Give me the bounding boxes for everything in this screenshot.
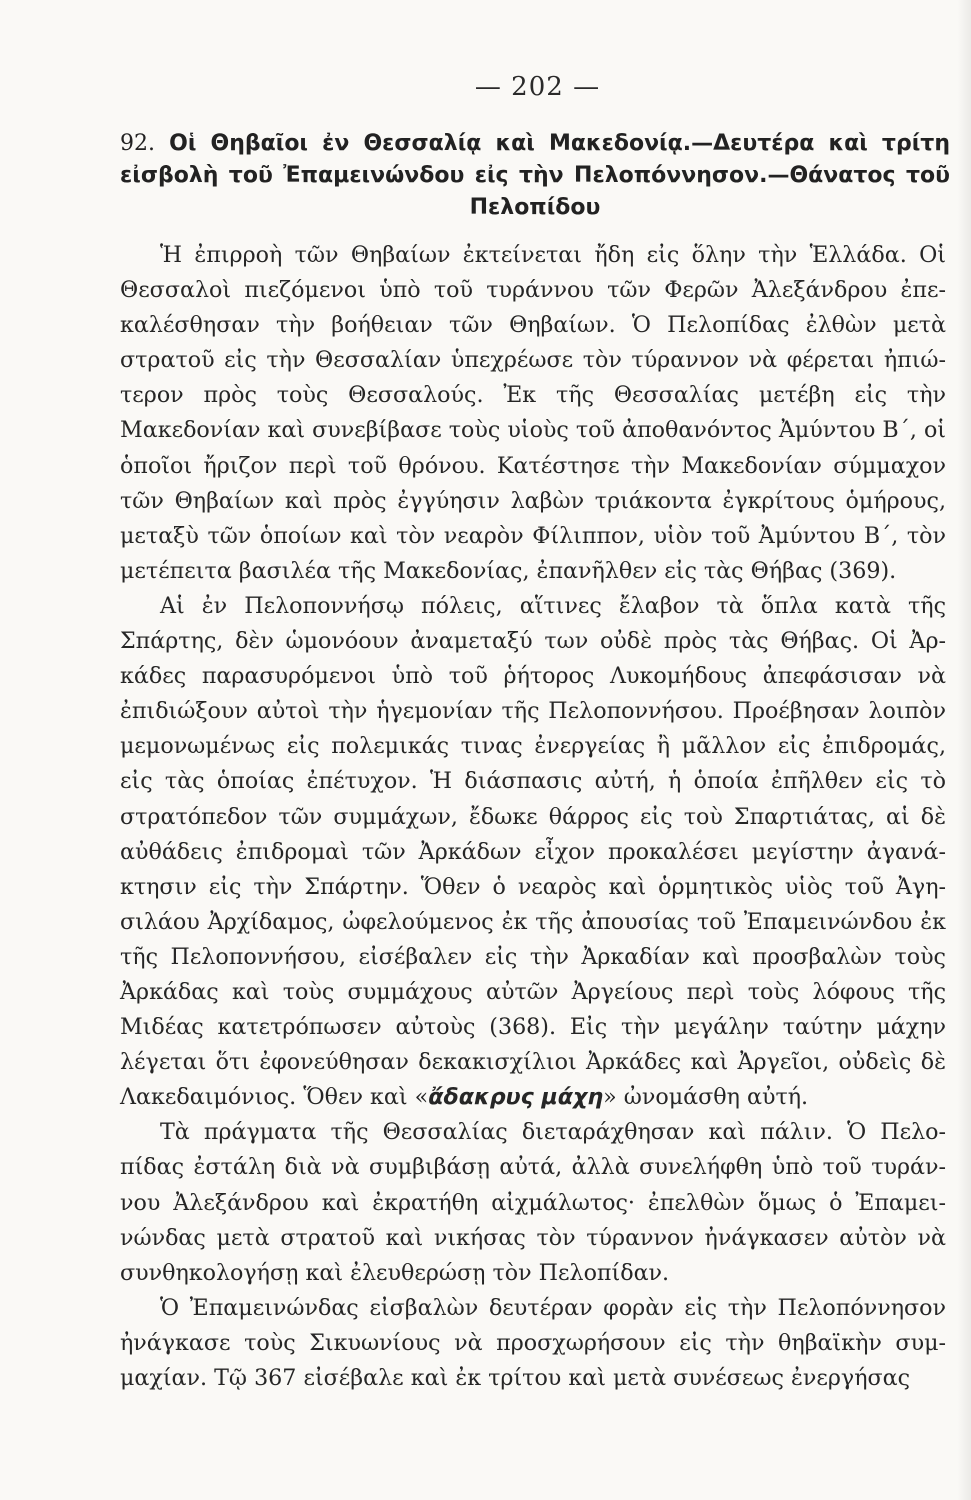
page-number: — 202 —: [474, 72, 601, 102]
paragraph-2: [120, 589, 946, 1115]
paragraph-1: Ἡ ἐπιρροὴ τῶν Θηβαίων ἐκτείνεται ἤδη εἰς ὅλην τὴν Ἑλλάδα. Οἱ Θεσσαλοὶ πιεζόμενοι ὑπὸ τοῦ τυράννου τῶν Φερῶν Ἀλεξάνδρου ἐπεκαλέσθησαν τὴν βοήθειαν τῶν Θηβαίων. Ὁ Πελοπίδας ἐλθὼν μετὰ στρατοῦ εἰς τὴν Θεσσαλίαν ὑπεχρέωσε τὸν τύραννον νὰ φέρεται ἠπιώτερον πρὸς τοὺς Θεσσαλούς. Ἐκ τῆς Θεσσαλίας μετέβη εἰς τὴν Μακεδονίαν καὶ συνεβίβασε τοὺς υἱοὺς τοῦ ἀποθανόντος Ἀμύντου Β΄, οἱ ὁποῖοι ἤριζον περὶ τοῦ θρόνου. Κατέστησε τὴν Μακεδονίαν σύμμαχον τῶν Θηβαίων καὶ πρὸς ἐγγύησιν λαβὼν τριάκοντα ἐγκρίτους ὁμήρους, μεταξὺ τῶν ὁποίων καὶ τὸν νεαρὸν Φίλιππον, υἱὸν τοῦ Ἀμύντου Β΄, τὸν μετέπειτα βασιλέα τῆς Μακεδονίας, ἐπανῆλθεν εἰς τὰς Θήβας (369).: [120, 242, 946, 584]
paragraph-2-end: » ὠνομάσθη αὐτή.: [603, 1084, 809, 1111]
section-heading: [120, 128, 950, 224]
body-text: [120, 238, 946, 1396]
page-edge-shadow: [957, 0, 971, 1500]
emphasis-term: ἄδακρυς μάχη: [428, 1084, 604, 1111]
section-number: 92.: [120, 131, 155, 156]
paragraph-4: Ὁ Ἐπαμεινώνδας εἰσβαλὼν δευτέραν φορὰν εἰς τὴν Πελοπόννησον ἠνάγκασε τοὺς Σικυωνίους νὰ προσχωρήσουν εἰς τὴν θηβαϊκὴν συμμαχίαν. Τῷ 367 εἰσέβαλε καὶ ἐκ τρίτου καὶ μετὰ συνέσεως ἐνεργήσας: [120, 1294, 946, 1391]
paragraph-3: Τὰ πράγματα τῆς Θεσσαλίας διεταράχθησαν καὶ πάλιν. Ὁ Πελοπίδας ἐστάλη διὰ νὰ συμβιβάσῃ αὐτά, ἀλλὰ συνελήφθη ὑπὸ τοῦ τυράννου Ἀλεξάνδρου καὶ ἐκρατήθη αἰχμάλωτος· ἐπελθὼν ὅμως ὁ Ἐπαμεινώνδας μετὰ στρατοῦ καὶ νικήσας τὸν τύραννον ἠνάγκασεν αὐτὸν νὰ συνθηκολογήσῃ καὶ ἐλευθερώσῃ τὸν Πελοπίδαν.: [120, 1119, 946, 1286]
section-title: Οἱ Θηβαῖοι ἐν Θεσσαλίᾳ καὶ Μακεδονίᾳ.—Δευτέρα καὶ τρίτη εἰσβολὴ τοῦ Ἐπαμεινώνδου εἰς τὴν Πελοπόννησον.—Θάνατος τοῦ Πελοπίδου: [120, 131, 950, 220]
paragraph-2-text: Αἱ ἐν Πελοποννήσῳ πόλεις, αἵτινες ἔλαβον τὰ ὅπλα κατὰ τῆς Σπάρτης, δὲν ὡμονόουν ἀναμεταξύ των οὐδὲ πρὸς τὰς Θήβας. Οἱ Ἀρκάδες παρασυρόμενοι ὑπὸ τοῦ ῥήτορος Λυκομήδους ἀπεφάσισαν νὰ ἐπιδιώξουν αὐτοὶ τὴν ἡγεμονίαν τῆς Πελοποννήσου. Προέβησαν λοιπὸν μεμονωμένως εἰς πολεμικάς τινας ἐνεργείας ἢ μᾶλλον εἰς ἐπιδρομάς, εἰς τὰς ὁποίας ἐπέτυχον. Ἡ διάσπασις αὐτή, ἡ ὁποία ἐπῆλθεν εἰς τὸ στρατόπεδον τῶν συμμάχων, ἔδωκε θάρρος εἰς τοὺ Σπαρτιάτας, αἱ δὲ αὐθάδεις ἐπιδρομαὶ τῶν Ἀρκάδων εἶχον προκαλέσει μεγίστην ἀγανάκτησιν εἰς τὴν Σπάρτην. Ὅθεν ὁ νεαρὸς καὶ ὁρμητικὸς υἱὸς τοῦ Ἀγησιλάου Ἀρχίδαμος, ὠφελούμενος ἐκ τῆς ἀπουσίας τοῦ Ἐπαμεινώνδου ἐκ τῆς Πελοποννήσου, εἰσέβαλεν εἰς τὴν Ἀρκαδίαν καὶ προσβαλὼν τοὺς Ἀρκάδας καὶ τοὺς συμμάχους αὐτῶν Ἀργείους περὶ τοὺς λόφους τῆς Μιδέας κατετρόπωσεν αὐτοὺς (368). Εἰς τὴν μεγάλην ταύτην μάχην λέγεται ὅτι ἐφονεύθησαν δεκακισχίλιοι Ἀρκάδες καὶ Ἀργεῖοι, οὐδεὶς δὲ Λακεδαιμόνιος. Ὅθεν καὶ «: [120, 592, 946, 1111]
